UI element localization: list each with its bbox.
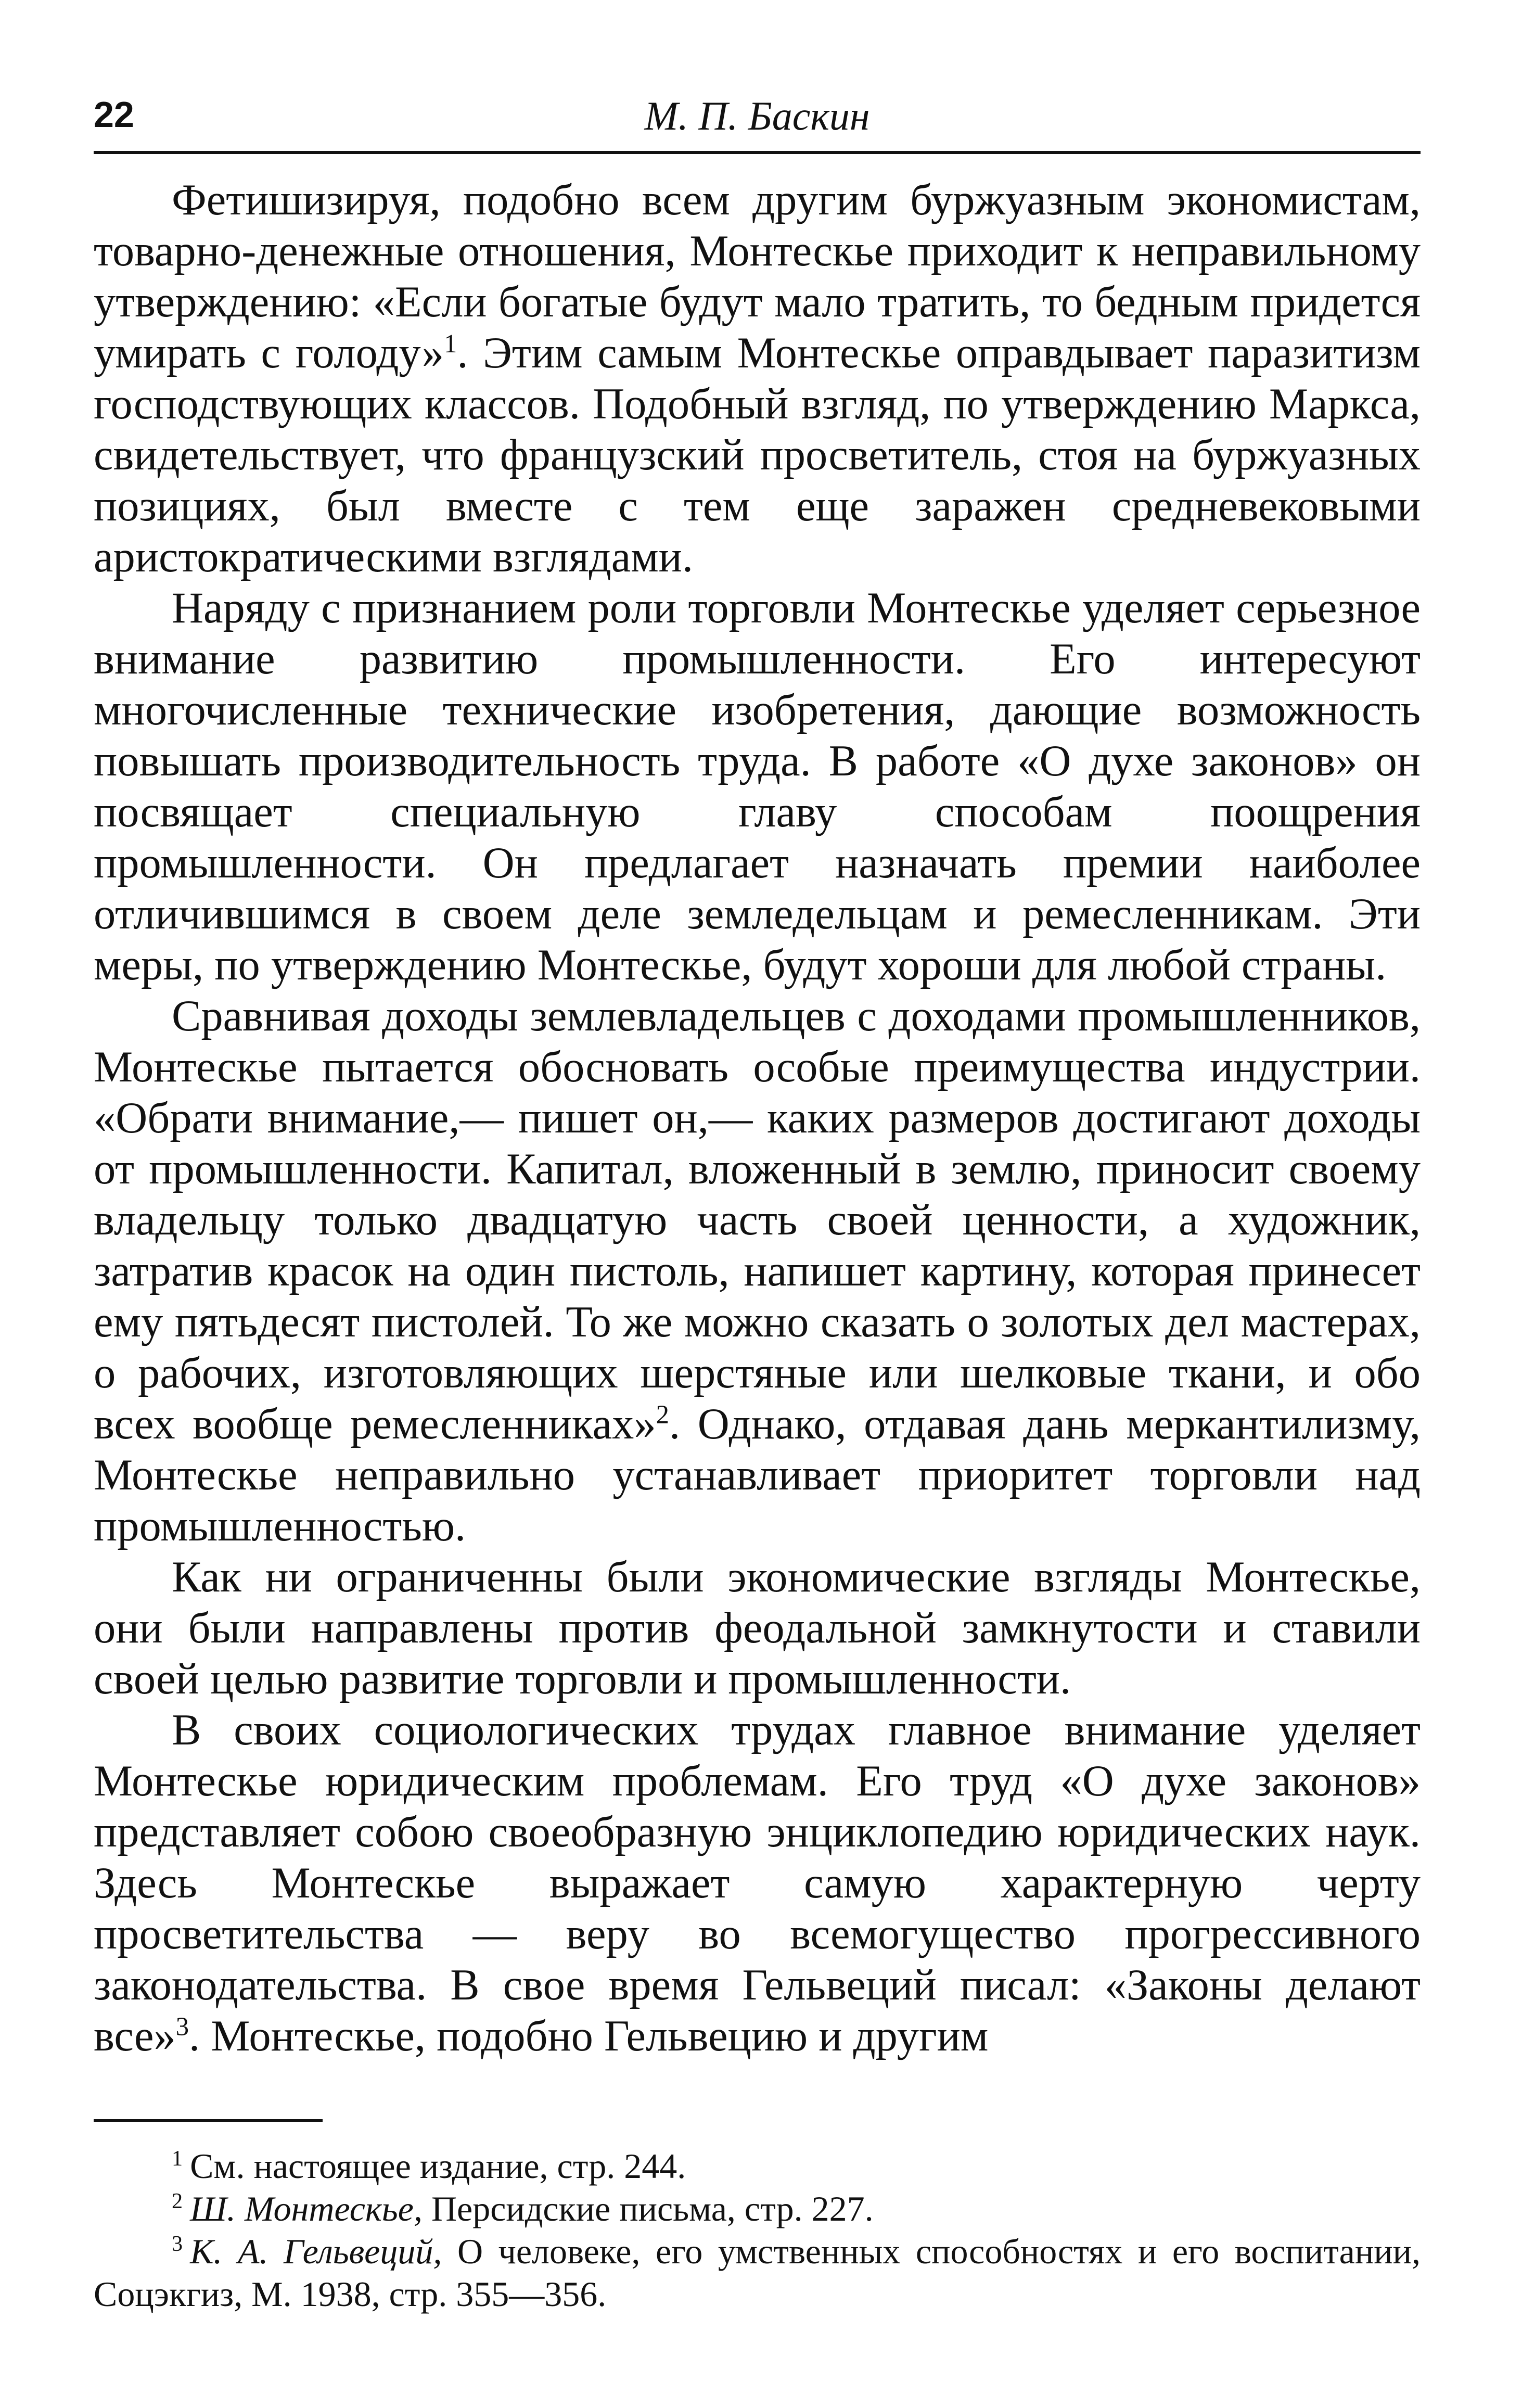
paragraph: Как ни ограниченны были экономические взгляды Монтескье, они были направлены против феодальной замкнутости и ставили своей целью развитие торговли и промышленности. xyxy=(94,1553,1421,1703)
running-title: М. П. Баскин xyxy=(644,93,870,138)
page-number: 22 xyxy=(94,94,134,135)
footnotes xyxy=(94,2145,1421,2315)
main-text xyxy=(94,175,1421,2062)
paragraph: Наряду с признанием роли торговли Монтескье уделяет серьезное внимание развитию промышленности. Его интересуют многочисленные технические изобретения, дающие возможность повышать производительность труда. В работе «О духе законов» он посвящает специальную главу способам поощрения промышленности. Он предлагает назначать премии наиболее отличившимся в своем деле земледельцам и ремесленникам. Эти меры, по утверждению Монтескье, будут хороши для любой страны. xyxy=(94,584,1421,989)
book-page xyxy=(94,88,1421,2315)
page-header xyxy=(94,88,1421,154)
footnote-reference: 2 xyxy=(656,1399,669,1429)
footnote-divider xyxy=(94,2119,323,2122)
footnote-reference: 1 xyxy=(443,328,457,358)
footnote-number: 3 xyxy=(172,2232,183,2257)
footnote: $^2$ Ш. Монтескье, Персидские письма, стр. 227. xyxy=(172,2189,874,2228)
footnote-author: Ш. Монтескье, xyxy=(190,2189,423,2228)
paragraph: В своих социологических трудах главное внимание уделяет Монтескье юридическим проблемам. Его труд «О духе законов» представляет собою своеобразную энциклопедию юридических наук. Здесь Монтескье выражает самую характерную черту просветительства — веру во всемогущество прогрессивного законодательства. В свое время Гельвеций писал: «Законы делают все»$^3$. Монтескье, подобно Гельвецию и другим xyxy=(94,1706,1421,2060)
paragraph: Сравнивая доходы землевладельцев с доходами промышленников, Монтескье пытается обосновать особые преимущества индустрии. «Обрати внимание,— пишет он,— каких размеров достигают доходы от промышленности. Капитал, вложенный в землю, приносит своему владельцу только двадцатую часть своей ценности, а художник, затратив красок на один пистоль, напишет картину, которая принесет ему пятьдесят пистолей. То же можно сказать о золотых дел мастерах, о рабочих, изготовляющих шерстяные или шелковые ткани, и обо всех вообще ремесленниках»$^2$. Однако, отдавая дань меркантилизму, Монтескье неправильно устанавливает приоритет торговли над промышленностью. xyxy=(94,992,1421,1550)
footnote-number: 2 xyxy=(172,2189,183,2214)
footnote-number: 1 xyxy=(172,2146,183,2171)
footnote-reference: 3 xyxy=(175,2011,189,2041)
footnote-author: К. А. Гельвеций, xyxy=(190,2232,442,2271)
footnote: $^3$ К. А. Гельвеций, О человеке, его умственных способностях и его воспитании, Соцэкгиз, М. 1938, стр. 355—356. xyxy=(94,2232,1421,2314)
paragraph: Фетишизируя, подобно всем другим буржуазным экономистам, товарно-денежные отношения, Монтескье приходит к неправильному утверждению: «Если богатые будут мало тратить, то бедным придется умирать с голоду»$^1$. Этим самым Монтескье оправдывает паразитизм господствующих классов. Подобный взгляд, по утверждению Маркса, свидетельствует, что французский просветитель, стоя на буржуазных позициях, был вместе с тем еще заражен средневековыми аристократическими взглядами. xyxy=(94,176,1421,581)
footnote: $^1$ См. настоящее издание, стр. 244. xyxy=(172,2146,686,2186)
